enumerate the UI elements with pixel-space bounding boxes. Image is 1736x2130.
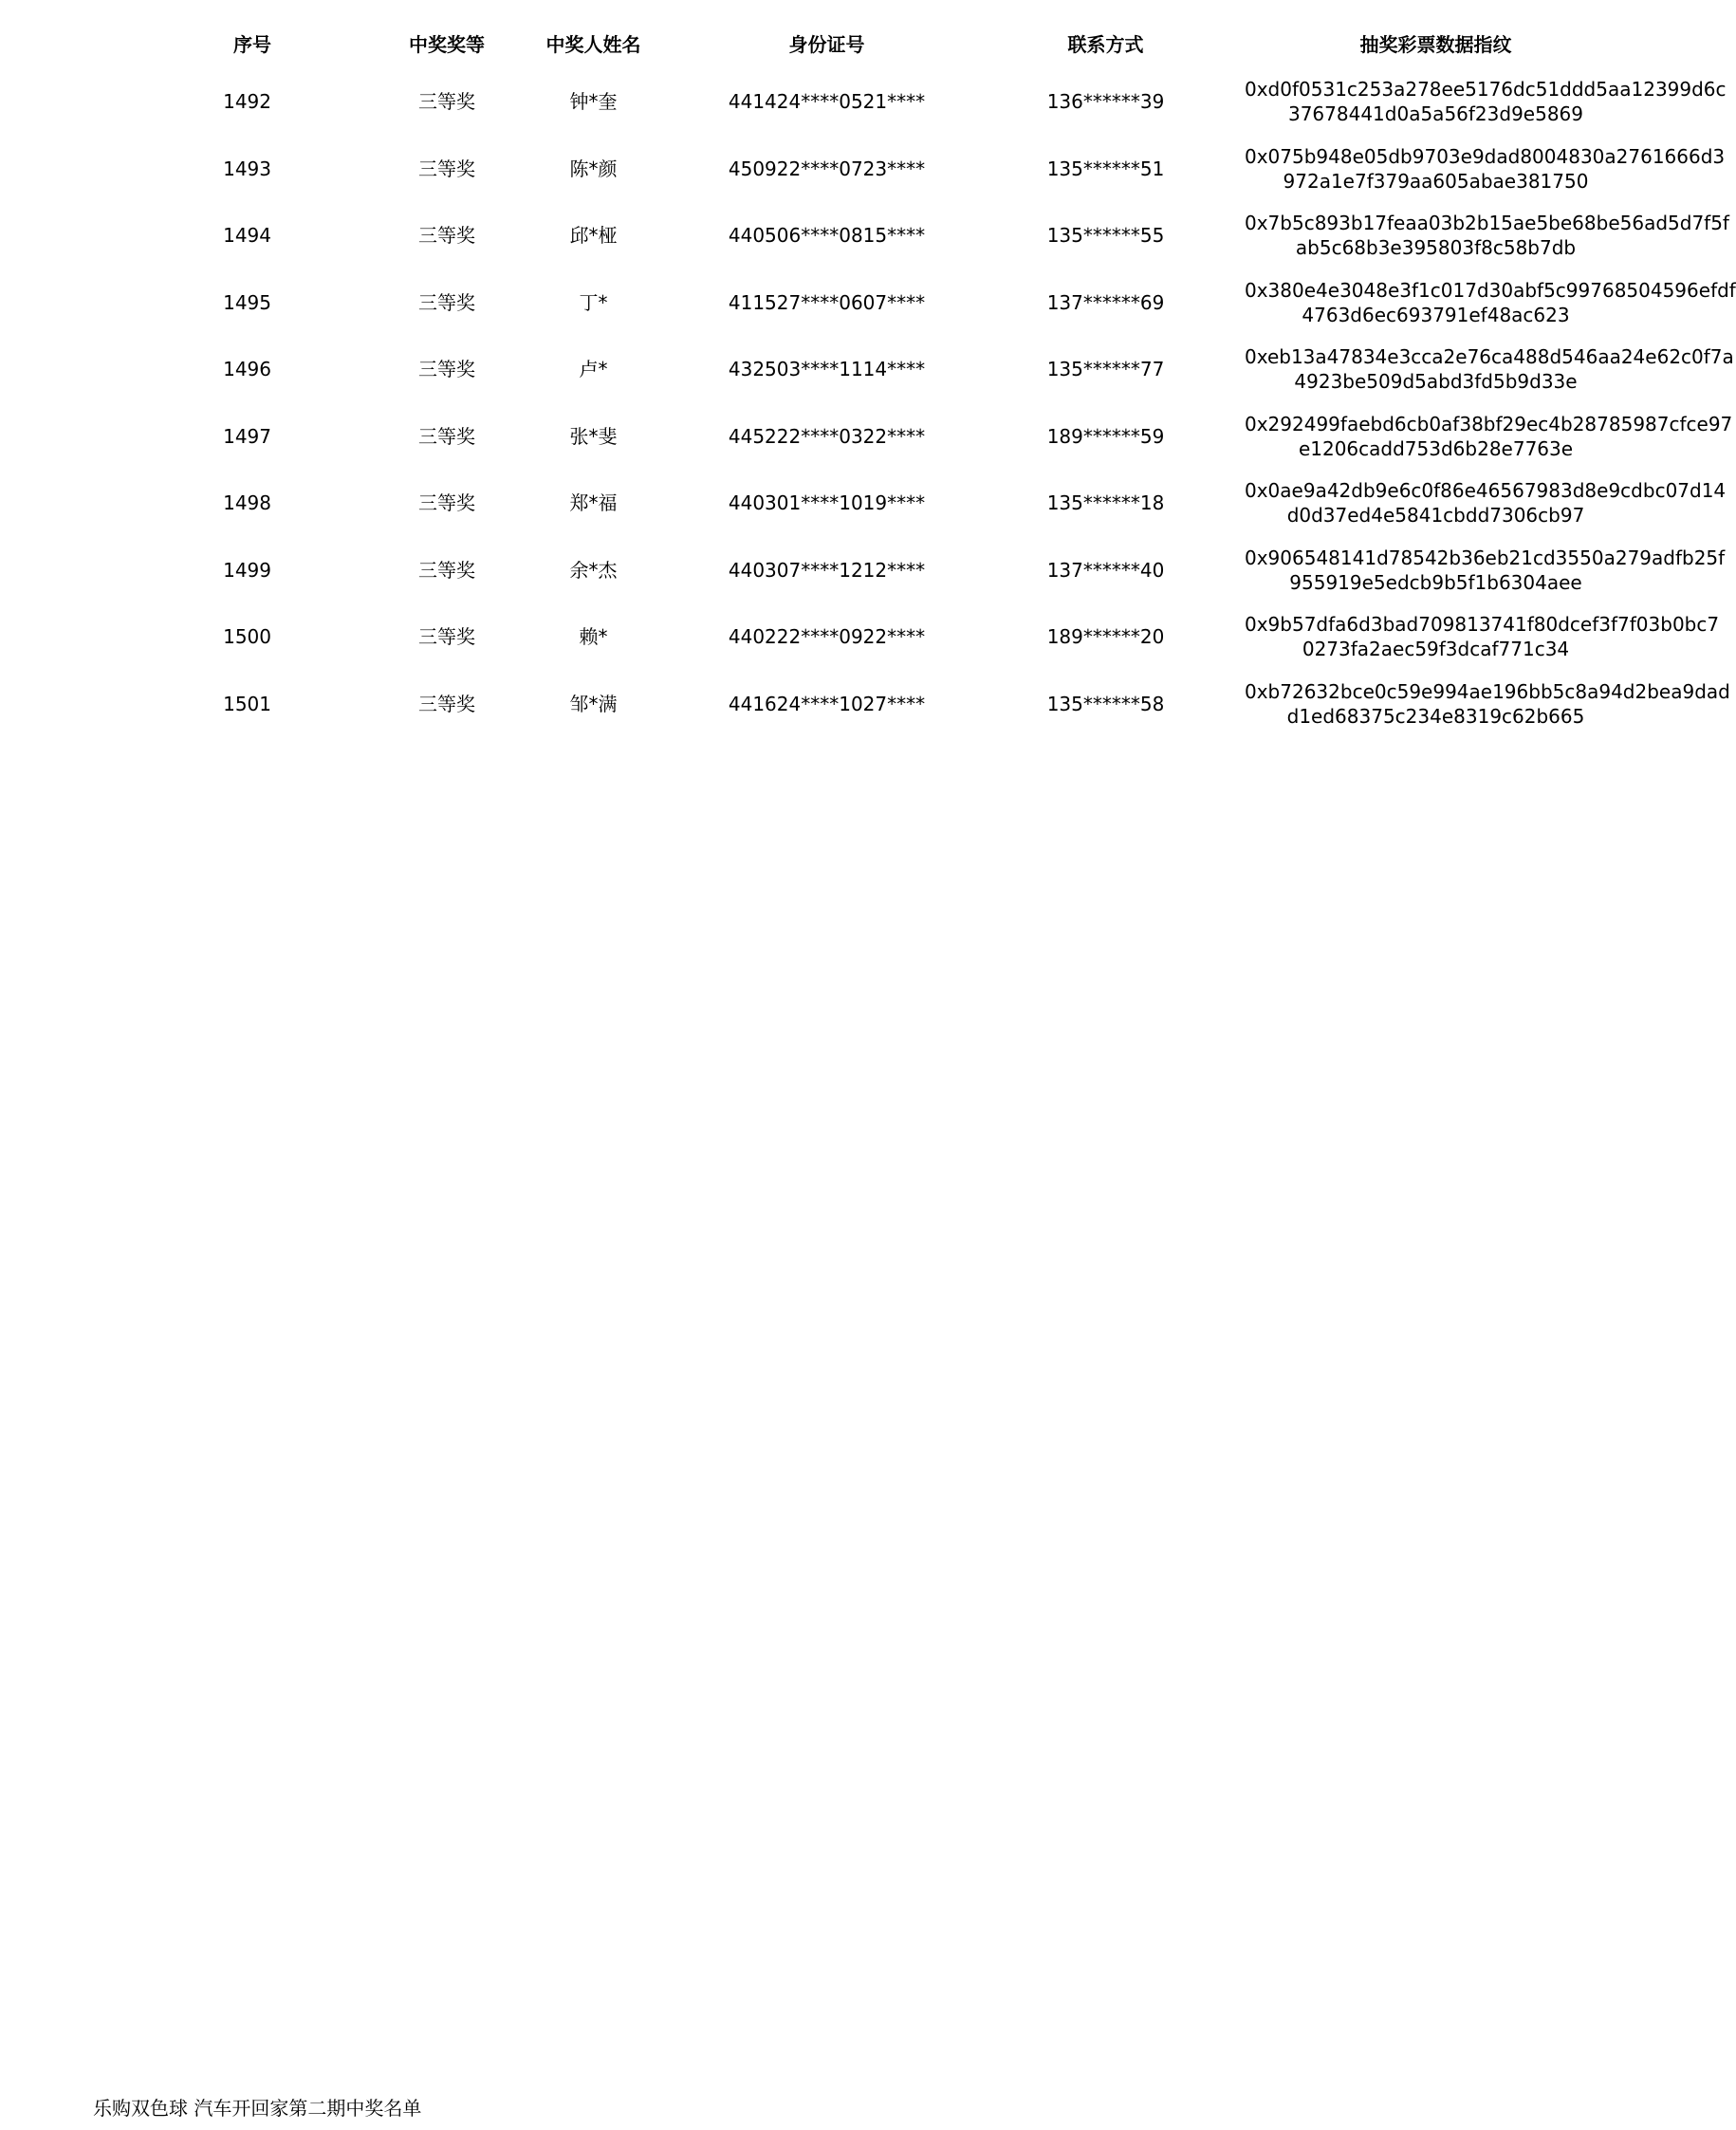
fingerprint-line-1: 0x075b948e05db9703e9dad8004830a2761666d3 <box>1245 144 1726 168</box>
cell-name: 卢* <box>579 358 608 381</box>
cell-contact: 189******20 <box>1046 625 1165 649</box>
header-contact: 联系方式 <box>1067 32 1144 56</box>
header-row <box>0 17 1627 68</box>
table-row <box>0 269 1627 337</box>
cell-contact: 137******40 <box>1046 558 1165 582</box>
header-seq: 序号 <box>233 32 271 56</box>
cell-contact: 135******18 <box>1046 491 1165 515</box>
cell-fingerprint <box>1245 336 1734 403</box>
cell-seq: 1498 <box>223 491 271 515</box>
cell-fingerprint <box>1245 537 1726 604</box>
table-body <box>0 68 1736 737</box>
cell-id-number: 411527****0607**** <box>728 290 926 314</box>
fingerprint-line-2: e1206cadd753d6b28e7763e <box>1298 436 1574 460</box>
table-row <box>0 403 1627 471</box>
cell-seq: 1500 <box>223 625 271 649</box>
cell-contact: 135******51 <box>1046 157 1165 180</box>
fingerprint-line-2: 0273fa2aec59f3dcaf771c34 <box>1302 638 1570 661</box>
cell-prize: 三等奖 <box>418 224 475 248</box>
cell-seq: 1495 <box>223 290 271 314</box>
cell-id-number: 440307****1212**** <box>728 558 926 582</box>
fingerprint-line-2: 972a1e7f379aa605abae381750 <box>1283 169 1589 193</box>
header-name: 中奖人姓名 <box>545 32 641 56</box>
header-fingerprint: 抽奖彩票数据指纹 <box>1359 32 1512 56</box>
cell-fingerprint <box>1245 671 1730 738</box>
footer-title: 乐购双色球 汽车开回家第二期中奖名单 <box>93 2097 422 2120</box>
fingerprint-line-1: 0x292499faebd6cb0af38bf29ec4b28785987cfce97 <box>1245 412 1733 435</box>
cell-name: 邱*桠 <box>569 224 618 248</box>
cell-seq: 1497 <box>223 424 271 448</box>
winners-table <box>0 17 1736 737</box>
table-row <box>0 336 1627 403</box>
table-row <box>0 671 1627 738</box>
header-id-number: 身份证号 <box>788 32 865 56</box>
fingerprint-line-1: 0x0ae9a42db9e6c0f86e46567983d8e9cdbc07d14 <box>1245 479 1727 503</box>
cell-prize: 三等奖 <box>418 157 475 180</box>
fingerprint-line-2: 4763d6ec693791ef48ac623 <box>1302 303 1570 326</box>
cell-contact: 135******77 <box>1046 358 1165 381</box>
fingerprint-line-1: 0xb72632bce0c59e994ae196bb5c8a94d2bea9dad <box>1245 679 1730 703</box>
fingerprint-line-1: 0x380e4e3048e3f1c017d30abf5c99768504596efdf <box>1245 278 1736 302</box>
cell-seq: 1492 <box>223 90 271 114</box>
cell-seq: 1494 <box>223 224 271 248</box>
cell-id-number: 445222****0322**** <box>728 424 926 448</box>
table-row <box>0 202 1627 269</box>
cell-name: 赖* <box>579 625 608 649</box>
cell-prize: 三等奖 <box>418 424 475 448</box>
table-row <box>0 470 1627 537</box>
fingerprint-line-1: 0xd0f0531c253a278ee5176dc51ddd5aa12399d6c <box>1245 78 1727 102</box>
fingerprint-line-2: 4923be509d5abd3fd5b9d33e <box>1294 370 1578 394</box>
fingerprint-line-1: 0x7b5c893b17feaa03b2b15ae5be68be56ad5d7f5f <box>1245 212 1729 235</box>
cell-name: 郑*福 <box>569 491 618 515</box>
cell-prize: 三等奖 <box>418 90 475 114</box>
cell-id-number: 441624****1027**** <box>728 692 926 715</box>
table-row <box>0 603 1627 671</box>
cell-fingerprint <box>1245 603 1720 671</box>
cell-name: 钟*奎 <box>569 90 618 114</box>
cell-name: 丁* <box>579 290 608 314</box>
fingerprint-line-2: ab5c68b3e395803f8c58b7db <box>1295 236 1577 260</box>
cell-name: 余*杰 <box>569 558 618 582</box>
cell-fingerprint <box>1245 470 1727 537</box>
cell-contact: 136******39 <box>1046 90 1165 114</box>
table-header <box>0 17 1627 68</box>
cell-name: 邹*满 <box>569 692 618 715</box>
cell-id-number: 440506****0815**** <box>728 224 926 248</box>
cell-prize: 三等奖 <box>418 358 475 381</box>
cell-id-number: 441424****0521**** <box>728 90 926 114</box>
cell-fingerprint <box>1245 202 1729 269</box>
cell-contact: 189******59 <box>1046 424 1165 448</box>
cell-contact: 135******58 <box>1046 692 1165 715</box>
cell-contact: 137******69 <box>1046 290 1165 314</box>
fingerprint-line-2: d1ed68375c234e8319c62b665 <box>1286 704 1585 728</box>
cell-id-number: 432503****1114**** <box>728 358 926 381</box>
fingerprint-line-2: 955919e5edcb9b5f1b6304aee <box>1289 570 1582 594</box>
cell-prize: 三等奖 <box>418 625 475 649</box>
header-prize: 中奖奖等 <box>409 32 485 56</box>
fingerprint-line-2: 37678441d0a5a56f23d9e5869 <box>1287 102 1583 126</box>
cell-name: 陈*颜 <box>569 157 618 180</box>
fingerprint-line-1: 0x906548141d78542b36eb21cd3550a279adfb25f <box>1245 546 1726 569</box>
table-row <box>0 68 1627 136</box>
cell-contact: 135******55 <box>1046 224 1165 248</box>
cell-fingerprint <box>1245 68 1727 136</box>
cell-id-number: 440301****1019**** <box>728 491 926 515</box>
cell-name: 张*斐 <box>569 424 618 448</box>
table-row <box>0 537 1627 604</box>
cell-seq: 1501 <box>223 692 271 715</box>
cell-fingerprint <box>1245 403 1733 471</box>
fingerprint-line-2: d0d37ed4e5841cbdd7306cb97 <box>1286 504 1585 528</box>
cell-prize: 三等奖 <box>418 491 475 515</box>
cell-fingerprint <box>1245 269 1736 337</box>
cell-prize: 三等奖 <box>418 558 475 582</box>
cell-prize: 三等奖 <box>418 290 475 314</box>
cell-prize: 三等奖 <box>418 692 475 715</box>
fingerprint-line-1: 0x9b57dfa6d3bad709813741f80dcef3f7f03b0bc7 <box>1245 613 1720 637</box>
cell-seq: 1496 <box>223 358 271 381</box>
cell-seq: 1493 <box>223 157 271 180</box>
cell-id-number: 450922****0723**** <box>728 157 926 180</box>
cell-fingerprint <box>1245 136 1726 203</box>
table-row <box>0 136 1627 203</box>
cell-id-number: 440222****0922**** <box>728 625 926 649</box>
fingerprint-line-1: 0xeb13a47834e3cca2e76ca488d546aa24e62c0f7a <box>1245 345 1734 369</box>
cell-seq: 1499 <box>223 558 271 582</box>
